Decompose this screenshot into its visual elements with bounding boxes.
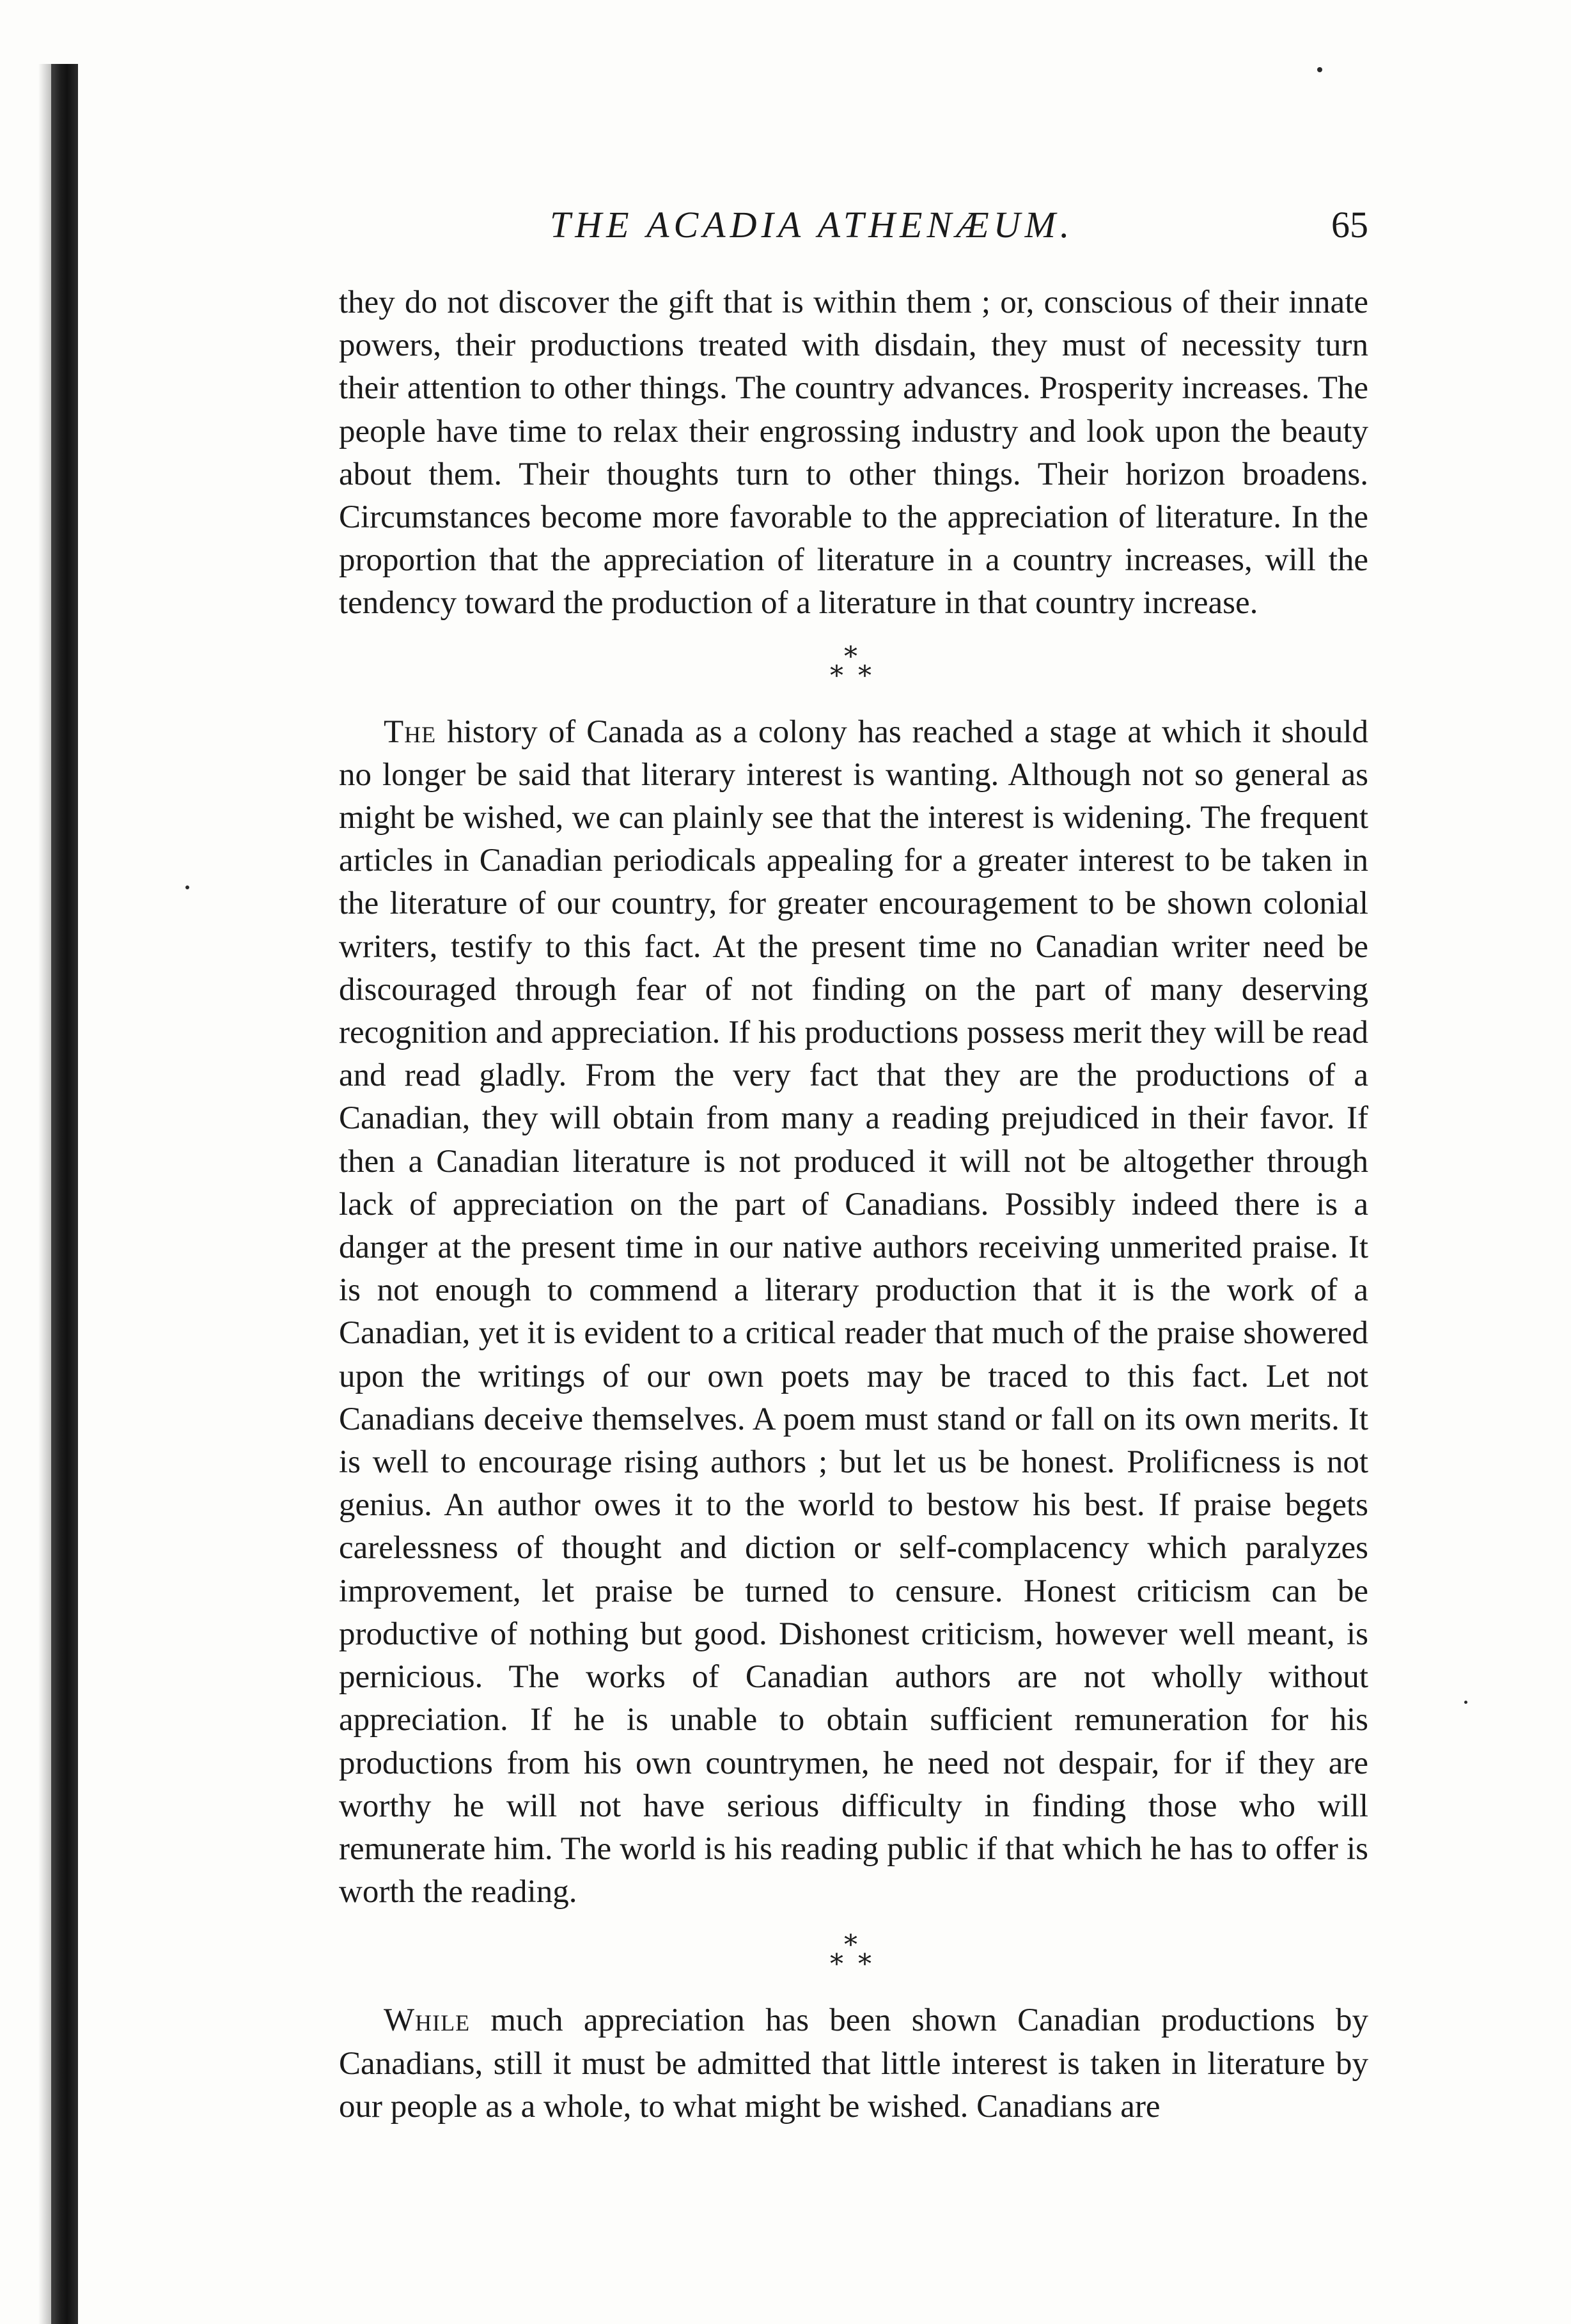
scan-speck (1464, 1701, 1467, 1704)
paragraph-2 (339, 711, 1368, 1914)
asterism-star: * (858, 659, 871, 691)
paragraph-3-lead: While (384, 2002, 471, 2039)
paragraph-3-text: much appreciation has been shown Canadian productions by Canadians, still it must be admitted that little interest is taken in literature by our people as a whole, to what might be wished. Canadians are (339, 2002, 1368, 2125)
asterism-star: * (858, 1948, 871, 1980)
running-title: THE ACADIA ATHENÆUM. (550, 204, 1074, 246)
asterism-star: * (844, 1929, 857, 1961)
paragraph-3 (339, 1999, 1368, 2128)
running-head (339, 203, 1368, 261)
paragraph-2-text: history of Canada as a colony has reached a stage at which it should no longer be said that literary interest is wanting. Although not so general as might be wished, we can plainly see that the interest is widening. The frequent articles in Canadian periodicals appealing for a greater interest to be taken in the literature of our country, for greater encouragement to be shown colonial writers, testify to this fact. At the present time no Canadian writer need be discouraged through fear of not finding on the part of many deserving recognition and appreciation. If his productions possess merit they will be read and read gladly. From the very fact that they are the productions of a Canadian, they will obtain from many a reading prejudiced in their favor. If then a Canadian literature is not produced it will not be altogether through lack of appreciation on the part of Canadians. Possibly indeed there is a danger at the present time in our native authors receiving unmerited praise. It is not enough to commend a literary production that it is the work of a Canadian, yet it is evident to a critical reader that much of the praise showered upon the writings of our own poets may be traced to this fact. Let not Canadians deceive themselves. A poem must stand or fall on its own merits. It is well to encourage rising authors ; but let us be honest. Prolificness is not genius. An author owes it to the world to bestow his best. If praise begets carelessness of thought and diction or self-complacency which paralyzes improvement, let praise be turned to censure. Honest criticism can be productive of nothing but good. Dishonest criticism, however well meant, is pernicious. The works of Canadian authors are not wholly without appreciation. If he is unable to obtain sufficient remuneration for his productions from his own countrymen, he need not despair, for if they are worthy he will not have serious difficulty in finding those who will remunerate him. The world is his reading public if that which he has to offer is worth the reading. (339, 714, 1368, 1910)
asterism-star: * (830, 659, 843, 691)
article-body (339, 281, 1368, 2128)
asterism-separator-1 (339, 625, 1368, 711)
paragraph-2-lead: The (384, 714, 437, 750)
asterism-star: * (844, 640, 857, 672)
asterism-star: * (830, 1948, 843, 1980)
paragraph-1: they do not discover the gift that is within them ; or, conscious of their innate powers, their productions treated with disdain, they must of necessity turn their attention to other things. The country advances. Prosperity increases. The people have time to relax their engrossing industry and look upon the beauty about them. Their thoughts turn to other things. Their horizon broadens. Circumstances become more favorable to the appreciation of literature. In the proportion that the appreciation of literature in a country increases, will the tendency toward the production of a literature in that country increase. (339, 285, 1368, 621)
page-number: 65 (1331, 204, 1368, 246)
scan-speck (1317, 67, 1322, 72)
binding-shadow (51, 64, 78, 2324)
scan-speck (185, 885, 189, 889)
asterism-separator-2 (339, 1914, 1368, 1999)
